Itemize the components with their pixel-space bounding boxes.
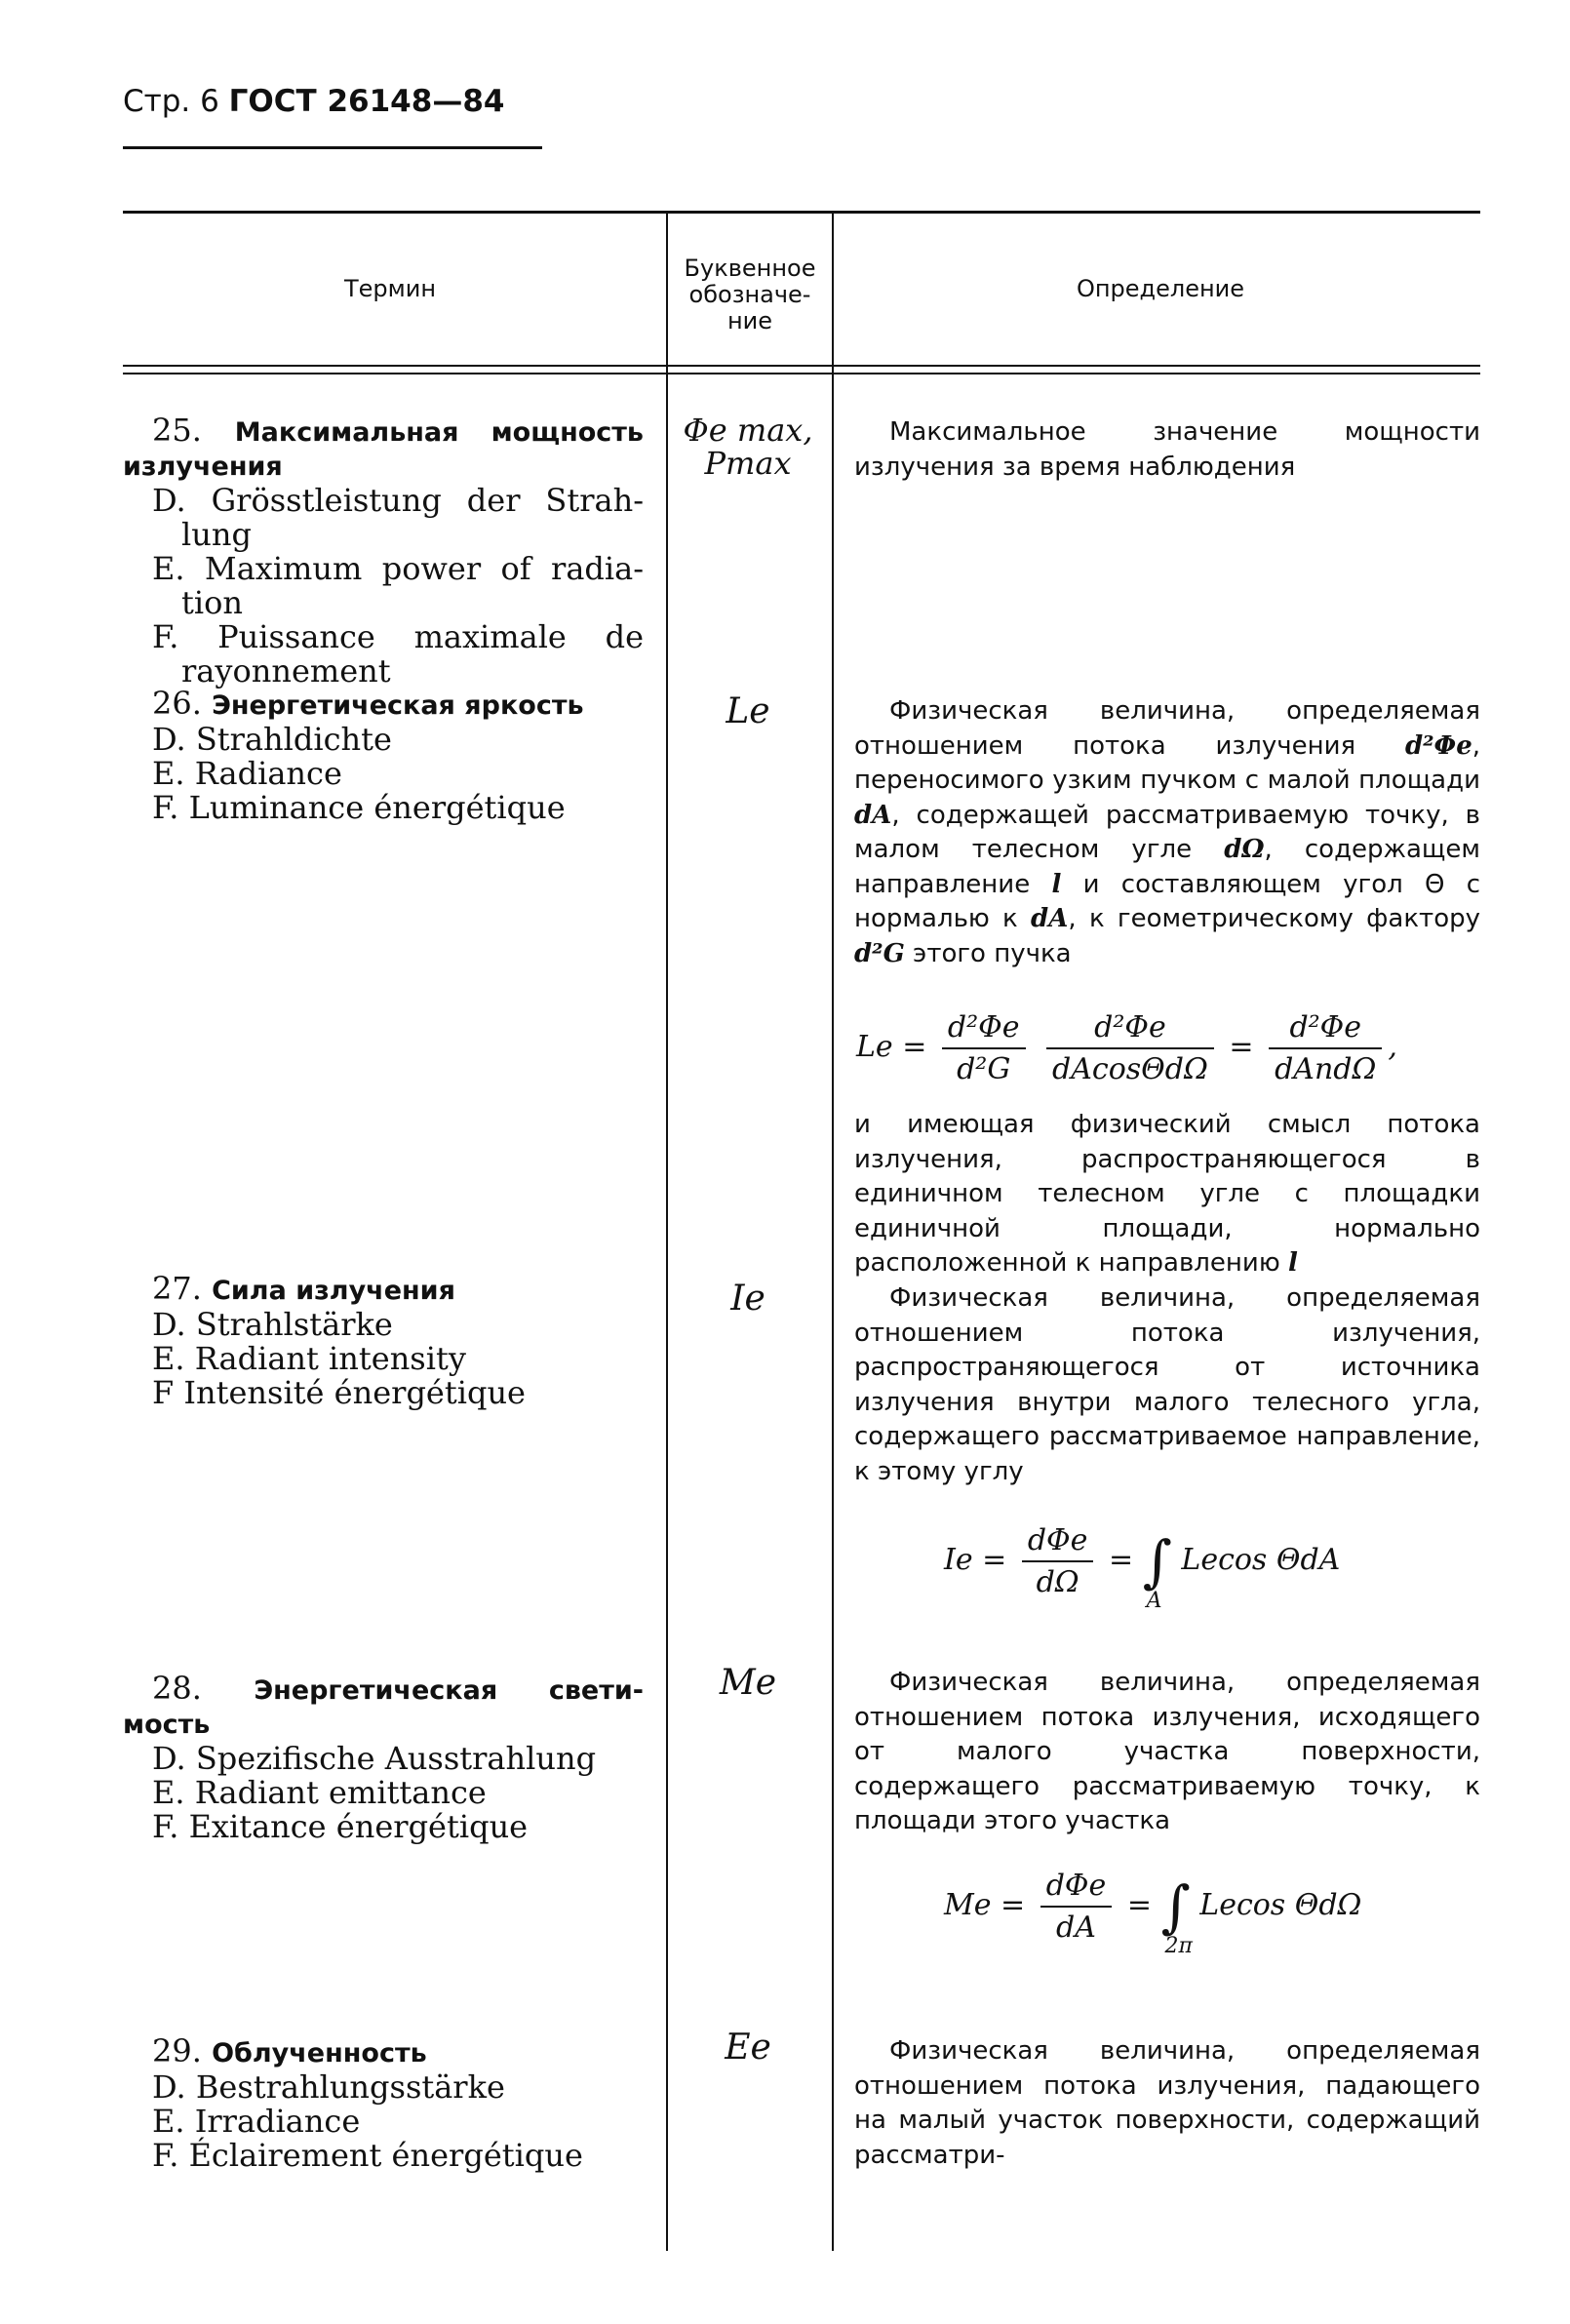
symbol-entry-27: Ie	[730, 1279, 765, 1319]
table-header-rule-1	[123, 365, 1480, 367]
term-french: F. Luminance énergétique	[152, 789, 566, 826]
term-english: E. Irradiance	[152, 2103, 361, 2140]
column-divider-1	[666, 213, 668, 2251]
term-french: F. Éclairement énergétique	[152, 2137, 583, 2174]
term-title: Максимальная мощность	[234, 417, 645, 448]
term-english: E. Radiant emittance	[152, 1774, 487, 1811]
term-title: Энергетическая свети-	[254, 1675, 644, 1706]
table-top-rule	[123, 211, 1480, 214]
term-entry-27: 27. Сила излучения D. Strahlstärke E. Radiant intensity F Intensité énergétique	[152, 1272, 644, 1410]
column-divider-2	[832, 213, 834, 2251]
definition-entry-26: Физическая величина, определяемая отношением потока излучения d²Φe, переносимого узким пучком с малой площади dA, содержащей рассматриваемую точку, в малом телесном угле dΩ, содержащем направление l и составляющем угол Θ с нормалью к dA, к геометрическому фактору d²G этого пучка	[854, 696, 1481, 968]
term-french: F Intensité énergétique	[152, 1374, 526, 1411]
page-header	[123, 84, 504, 119]
term-title: Облученность	[212, 2038, 427, 2068]
standard-number: ГОСТ 26148—84	[228, 84, 505, 119]
term-entry-25: 25. Максимальная мощность излучения D. Grösstleistung der Strah- lung E. Maximum power of radia- tion F. Puissance maximale de rayonnement	[123, 412, 645, 689]
column-header-definition: Определение	[1076, 275, 1245, 302]
term-entry-28: 28. Энергетическая свети- мость D. Spezifische Ausstrahlung E. Radiant emittance F. Exitance énergétique	[123, 1670, 644, 1845]
term-entry-26: 26. Энергетическая яркость D. Strahldichte E. Radiance F. Luminance énergétique	[152, 687, 644, 825]
header-underline	[123, 146, 542, 149]
definition-entry-25: Максимальное значение мощности излучения за время наблюдения	[854, 417, 1480, 482]
term-german: D. Spezifische Ausstrahlung	[152, 1740, 597, 1777]
symbol-entry-29: Ee	[725, 2028, 771, 2068]
term-german: D. Strahldichte	[152, 721, 392, 758]
term-french: F. Puissance maximale de	[152, 618, 644, 655]
integral-sign: ∫ 2π	[1160, 1873, 1193, 1958]
formula-entry-28: Me = $\frac{\text{dΦe}}{dA}$ = ∫ 2π Lecos ΘdΩ	[944, 1869, 1362, 1958]
term-german: D. Grösstleistung der Strah-	[152, 482, 644, 519]
term-english: E. Radiant intensity	[152, 1340, 466, 1377]
integral-sign: ∫ A	[1142, 1528, 1172, 1613]
page-label: Стр. 6	[123, 84, 219, 119]
definition-entry-29: Физическая величина, определяемая отношением потока излучения, падающего на малый участок поверхности, содержащий рассматри-	[854, 2036, 1480, 2170]
symbol-entry-25: Φe max, Pmax	[683, 412, 813, 482]
column-header-term: Термин	[343, 275, 437, 302]
term-german: D. Strahlstärke	[152, 1306, 393, 1343]
symbol-entry-26: Le	[726, 691, 770, 731]
term-english: E. Radiance	[152, 755, 342, 792]
term-english: E. Maximum power of radia-	[152, 550, 644, 587]
table-header-rule-2	[123, 373, 1480, 374]
term-title: Энергетическая яркость	[212, 690, 584, 721]
column-header-symbol: Буквенное обозначе- ние	[684, 255, 816, 335]
formula-entry-26: Le = $\frac{\text{d²Φe}}{\text{d²G}}$ $\frac{\text{d²Φe}}{\text{dAcosΘdΩ}}$ = $\frac{\text{d²Φe}}{\text{dAndΩ}}$ ,	[856, 1010, 1397, 1086]
formula-entry-27: Ie = $\frac{\text{dΦe}}{d\Omega}$ = ∫ A Lecos ΘdA	[944, 1523, 1341, 1613]
term-german: D. Bestrahlungsstärke	[152, 2068, 505, 2106]
definition-entry-27: Физическая величина, определяемая отношением потока излучения, распространяющегося от источника излучения внутри малого телесного угла, содержащего рассматриваемое направление, к этому углу	[854, 1283, 1480, 1486]
symbol-entry-28: Me	[719, 1663, 777, 1703]
definition-entry-28: Физическая величина, определяемая отношением потока излучения, исходящего от малого участка поверхности, содержащего рассматриваемую точку, к площади этого участка	[854, 1668, 1480, 1835]
definition-entry-26-continued: и имеющая физический смысл потока излучения, распространяющегося в единичном телесном угле с площадки единичной площади, нормально расположенной к направлению l	[854, 1110, 1480, 1278]
term-entry-29: 29. Облученность D. Bestrahlungsstärke E. Irradiance F. Éclairement énergétique	[152, 2034, 644, 2173]
term-french: F. Exitance énergétique	[152, 1808, 529, 1845]
term-title: Сила излучения	[212, 1276, 455, 1306]
